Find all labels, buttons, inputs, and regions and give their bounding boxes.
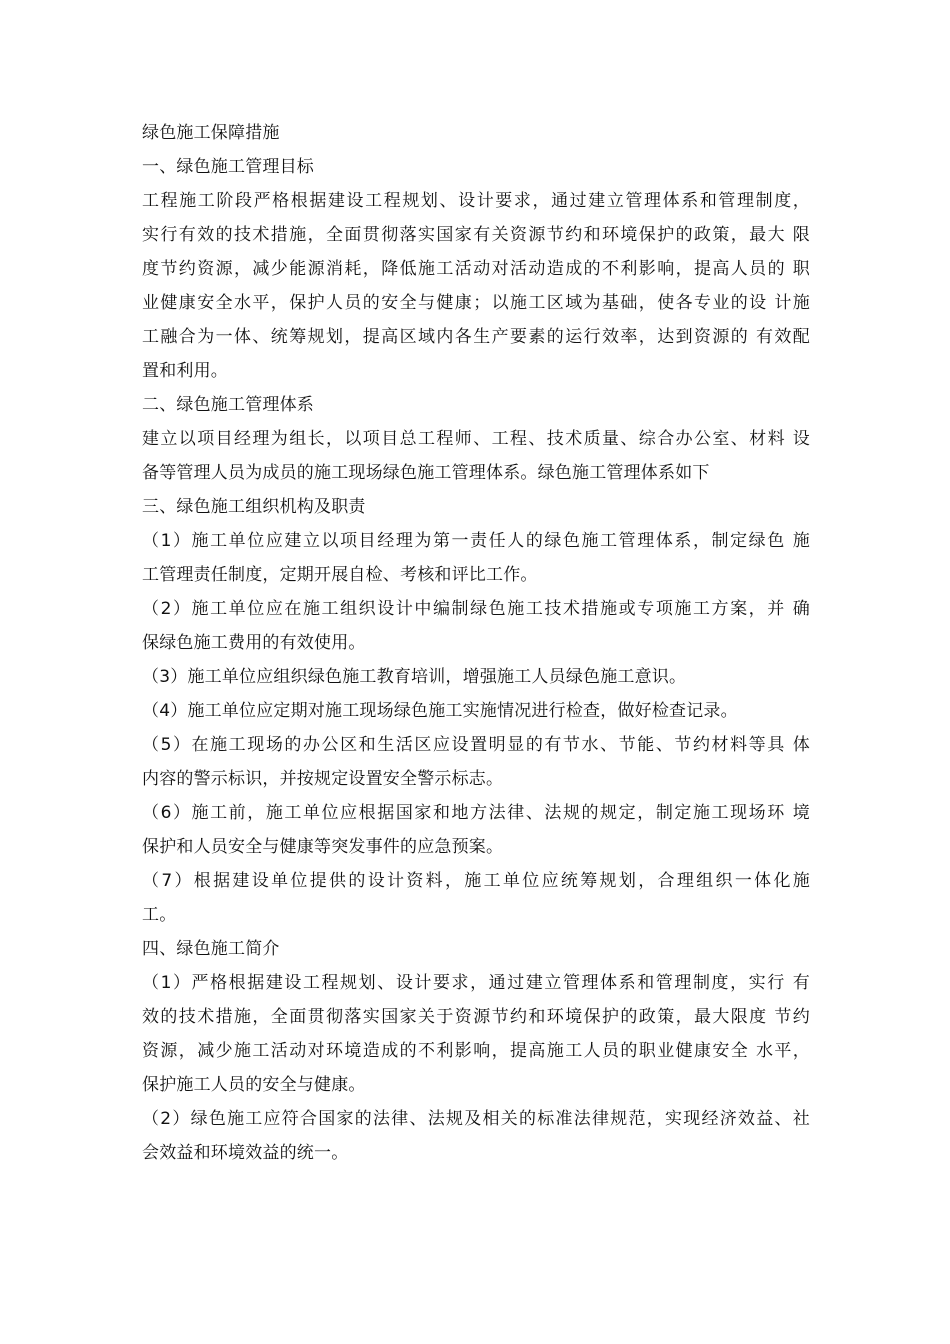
paragraph-line: 工。: [142, 905, 177, 925]
paragraph-line: （5）在施工现场的办公区和生活区应设置明显的有节水、节能、节约材料等具 体: [142, 735, 810, 755]
paragraph: [142, 422, 810, 490]
document-body: [142, 116, 810, 1170]
paragraph-line: （1）严格根据建设工程规划、设计要求，通过建立管理体系和管理制度，实行 有: [142, 973, 810, 993]
paragraph-line: 工融合为一体、统筹规划，提高区域内各生产要素的运行效率，达到资源的 有效配: [142, 327, 810, 347]
paragraph-line: （4）施工单位应定期对施工现场绿色施工实施情况进行检查，做好检查记录。: [142, 701, 738, 721]
list-item: [142, 864, 810, 932]
paragraph-line: 工程施工阶段严格根据建设工程规划、设计要求，通过建立管理体系和管理制度，: [142, 191, 810, 211]
paragraph-line: 工管理责任制度，定期开展自检、考核和评比工作。: [142, 565, 538, 585]
paragraph-line: 会效益和环境效益的统一。: [142, 1143, 349, 1163]
paragraph: [142, 184, 810, 388]
paragraph-line: （3）施工单位应组织绿色施工教育培训，增强施工人员绿色施工意识。: [142, 667, 687, 687]
paragraph-line: 建立以项目经理为组长，以项目总工程师、工程、技术质量、综合办公室、材料 设: [142, 429, 810, 449]
paragraph-line: 资源，减少施工活动对环境造成的不利影响，提高施工人员的职业健康安全 水平，: [142, 1041, 810, 1061]
list-item: [142, 592, 810, 660]
paragraph-line: 实行有效的技术措施，全面贯彻落实国家有关资源节约和环境保护的政策，最大 限: [142, 225, 810, 245]
paragraph-line: 效的技术措施，全面贯彻落实国家关于资源节约和环境保护的政策，最大限度 节约: [142, 1007, 810, 1027]
section-heading: 三、绿色施工组织机构及职责: [142, 497, 366, 517]
paragraph-line: 置和利用。: [142, 361, 228, 381]
paragraph-line: 业健康安全水平，保护人员的安全与健康；以施工区域为基础，使各专业的设 计施: [142, 293, 810, 313]
paragraph-line: 备等管理人员为成员的施工现场绿色施工管理体系。绿色施工管理体系如下: [142, 463, 710, 483]
list-item: [142, 1102, 810, 1170]
paragraph-line: （2）绿色施工应符合国家的法律、法规及相关的标准法律规范，实现经济效益、社: [142, 1109, 810, 1129]
paragraph-line: 内容的警示标识，并按规定设置安全警示标志。: [142, 769, 504, 789]
paragraph-line: （6）施工前，施工单位应根据国家和地方法律、法规的规定，制定施工现场环 境: [142, 803, 810, 823]
list-item: [142, 524, 810, 592]
list-item: [142, 660, 810, 694]
list-item: [142, 796, 810, 864]
paragraph-line: （1）施工单位应建立以项目经理为第一责任人的绿色施工管理体系，制定绿色 施: [142, 531, 810, 551]
document-title: 绿色施工保障措施: [142, 123, 280, 143]
paragraph-line: 保护施工人员的安全与健康。: [142, 1075, 366, 1095]
section-heading: 一、绿色施工管理目标: [142, 157, 314, 177]
paragraph-line: 度节约资源，减少能源消耗，降低施工活动对活动造成的不利影响，提高人员的 职: [142, 259, 810, 279]
paragraph-line: （2）施工单位应在施工组织设计中编制绿色施工技术措施或专项施工方案，并 确: [142, 599, 810, 619]
list-item: [142, 728, 810, 796]
paragraph-line: 保护和人员安全与健康等突发事件的应急预案。: [142, 837, 504, 857]
paragraph-line: 保绿色施工费用的有效使用。: [142, 633, 366, 653]
section-heading: 二、绿色施工管理体系: [142, 395, 314, 415]
list-item: [142, 966, 810, 1102]
section-heading: 四、绿色施工简介: [142, 939, 280, 959]
paragraph-line: （7）根据建设单位提供的设计资料，施工单位应统筹规划，合理组织一体化施: [142, 871, 810, 891]
list-item: [142, 694, 810, 728]
